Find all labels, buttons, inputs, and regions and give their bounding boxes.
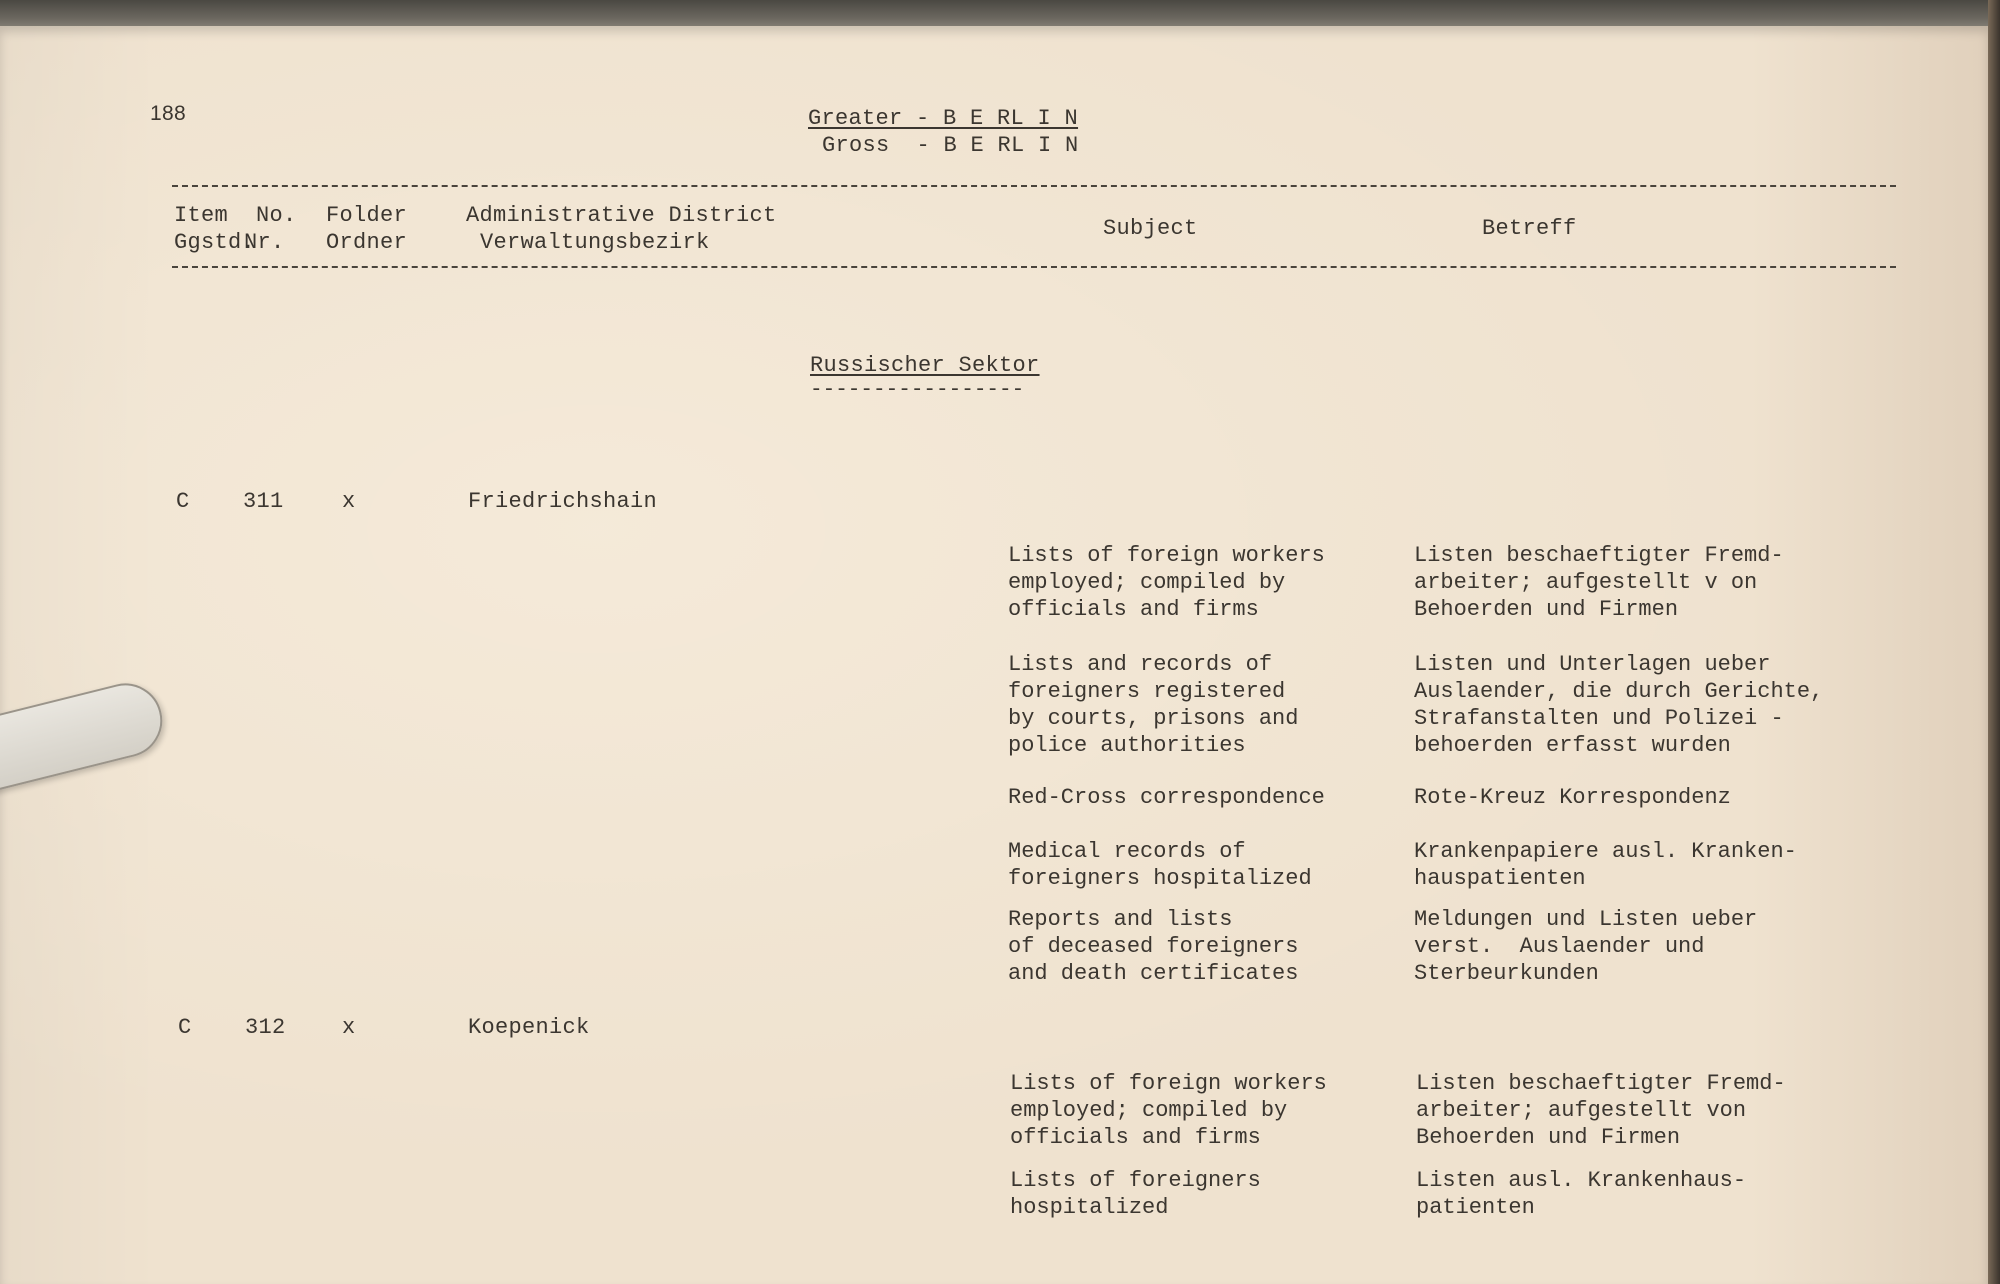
subject-de: Listen ausl. Krankenhaus- patienten bbox=[1416, 1168, 1747, 1220]
subject-de: Listen beschaeftigter Fremd- arbeiter; aufgestellt v on Behoerden und Firmen bbox=[1414, 543, 1784, 622]
subject-en: Reports and lists of deceased foreigners and death certificates bbox=[1008, 907, 1299, 986]
subject-de: Rote-Kreuz Korrespondenz bbox=[1414, 785, 1731, 810]
header-item: Item bbox=[174, 203, 229, 228]
entry-folder: x bbox=[342, 1015, 356, 1040]
header-folder: Folder bbox=[326, 203, 408, 228]
entry-number: 311 bbox=[243, 489, 284, 514]
header-item-de: Ggstd. bbox=[174, 230, 256, 255]
entry-item: C bbox=[178, 1015, 192, 1040]
header-no-de: Nr. bbox=[244, 230, 285, 255]
subject-en: Lists of foreigners hospitalized bbox=[1010, 1168, 1261, 1220]
header-subject: Subject bbox=[1103, 216, 1198, 241]
entry-item: C bbox=[176, 489, 190, 514]
entry-district: Friedrichshain bbox=[468, 489, 658, 514]
header-district: Administrative District bbox=[466, 203, 777, 228]
section-underline: ----------------- bbox=[810, 379, 1025, 402]
header-top-rule bbox=[172, 185, 1896, 187]
subject-en: Lists of foreign workers employed; compiled by officials and firms bbox=[1008, 543, 1325, 622]
header-no: No. bbox=[256, 203, 297, 228]
subject-de: Meldungen und Listen ueber verst. Auslaender und Sterbeurkunden bbox=[1414, 907, 1758, 986]
header-district-de: Verwaltungsbezirk bbox=[480, 230, 710, 255]
section-title: Russischer Sektor bbox=[810, 353, 1040, 378]
entry-folder: x bbox=[342, 489, 356, 514]
title-german: Gross - B E RL I N bbox=[822, 133, 1079, 158]
subject-de: Listen beschaeftigter Fremd- arbeiter; aufgestellt von Behoerden und Firmen bbox=[1416, 1071, 1786, 1150]
subject-en: Lists and records of foreigners registered by courts, prisons and police authorities bbox=[1008, 652, 1299, 758]
subject-en: Medical records of foreigners hospitalized bbox=[1008, 839, 1312, 891]
entry-number: 312 bbox=[245, 1015, 286, 1040]
header-betreff: Betreff bbox=[1482, 216, 1577, 241]
title-english: Greater - B E RL I N bbox=[808, 106, 1079, 131]
tab-marker bbox=[0, 676, 170, 795]
entry-district: Koepenick bbox=[468, 1015, 590, 1040]
subject-en: Lists of foreign workers employed; compiled by officials and firms bbox=[1010, 1071, 1327, 1150]
subject-de: Krankenpapiere ausl. Kranken- hauspatienten bbox=[1414, 839, 1797, 891]
subject-de: Listen und Unterlagen ueber Auslaender, die durch Gerichte, Strafanstalten und Polizei - behoerden erfasst wurden bbox=[1414, 652, 1824, 758]
header-folder-de: Ordner bbox=[326, 230, 408, 255]
header-bottom-rule bbox=[172, 266, 1896, 268]
page-edge bbox=[1988, 0, 2000, 1284]
page-number: 188 bbox=[150, 102, 186, 125]
subject-en: Red-Cross correspondence bbox=[1008, 785, 1325, 810]
